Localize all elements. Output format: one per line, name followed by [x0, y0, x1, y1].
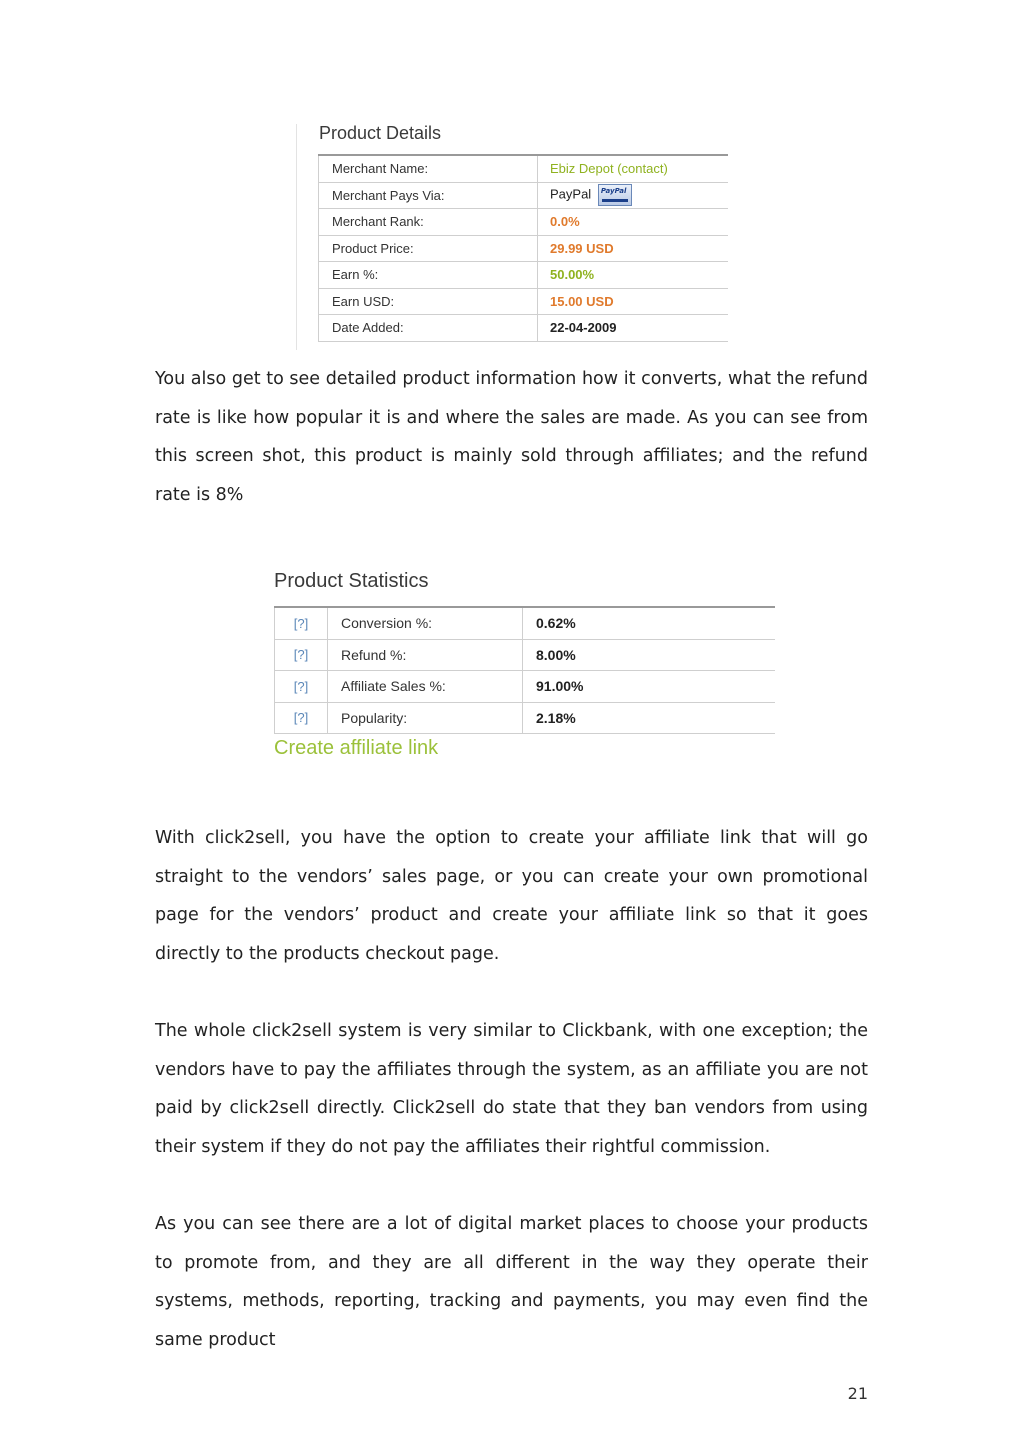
paragraph-click2sell-options: With click2sell, you have the option to create your affiliate link that will go straight to the vendors’ sales page, or you can create your own promotional page for the vendors’ product and create your affiliate link so that it goes directly to the products checkout page.	[155, 828, 868, 965]
table-row	[275, 607, 776, 639]
row-label: Merchant Rank:	[319, 209, 538, 236]
row-label: Merchant Pays Via:	[319, 182, 538, 209]
row-value	[538, 182, 729, 209]
paragraph-click2sell-system: The whole click2sell system is very similar to Clickbank, with one exception; the vendors have to pay the affiliates through the system, as an affiliate you are not paid by click2sell directly. Click2sell do state that they ban vendors from using their system if they do not pay the affiliates their rightful commission.	[155, 1021, 868, 1158]
row-value: 91.00%	[523, 671, 776, 703]
row-value: 8.00%	[523, 639, 776, 671]
row-label: Refund %:	[328, 639, 523, 671]
help-link[interactable]: [?]	[275, 639, 328, 671]
table-row	[319, 155, 729, 182]
paragraph-market-places: As you can see there are a lot of digital market places to choose your products to promote from, and they are all different in the way they operate their systems, methods, reporting, tracking and payments, you may even find the same product	[155, 1214, 868, 1351]
product-details-table	[318, 154, 728, 342]
table-row	[319, 288, 729, 315]
row-value: 15.00 USD	[538, 288, 729, 315]
row-value: 22-04-2009	[538, 315, 729, 342]
row-label: Product Price:	[319, 235, 538, 262]
paypal-logo-icon: PayPal	[598, 184, 632, 206]
row-value: 0.0%	[538, 209, 729, 236]
row-label: Popularity:	[328, 702, 523, 734]
figure-frame-line	[296, 124, 297, 350]
table-row	[319, 262, 729, 289]
table-row	[275, 702, 776, 734]
product-statistics-title: Product Statistics	[274, 570, 429, 592]
create-affiliate-link[interactable]: Create affiliate link	[274, 737, 439, 759]
table-row	[319, 235, 729, 262]
row-value: 0.62%	[523, 607, 776, 639]
product-details-title: Product Details	[319, 123, 442, 143]
table-row	[319, 209, 729, 236]
page-number: 21	[847, 1384, 868, 1403]
table-row	[275, 639, 776, 671]
row-label: Date Added:	[319, 315, 538, 342]
row-value: 29.99 USD	[538, 235, 729, 262]
table-row	[319, 315, 729, 342]
help-link[interactable]: [?]	[275, 702, 328, 734]
help-link[interactable]: [?]	[275, 671, 328, 703]
row-label: Earn USD:	[319, 288, 538, 315]
table-row	[319, 182, 729, 209]
paragraph-product-info: You also get to see detailed product information how it converts, what the refund rate is like how popular it is and where the sales are made. As you can see from this screen shot, this product is mainly sold through affiliates; and the refund rate is 8%	[155, 369, 868, 506]
row-label: Conversion %:	[328, 607, 523, 639]
merchant-name-link[interactable]: Ebiz Depot (contact)	[538, 155, 729, 182]
row-label: Earn %:	[319, 262, 538, 289]
product-statistics-table	[274, 606, 775, 734]
row-label: Merchant Name:	[319, 155, 538, 182]
row-value: 2.18%	[523, 702, 776, 734]
table-row	[275, 671, 776, 703]
row-label: Affiliate Sales %:	[328, 671, 523, 703]
help-link[interactable]: [?]	[275, 607, 328, 639]
row-value: 50.00%	[538, 262, 729, 289]
payment-method-text: PayPal	[550, 186, 592, 202]
